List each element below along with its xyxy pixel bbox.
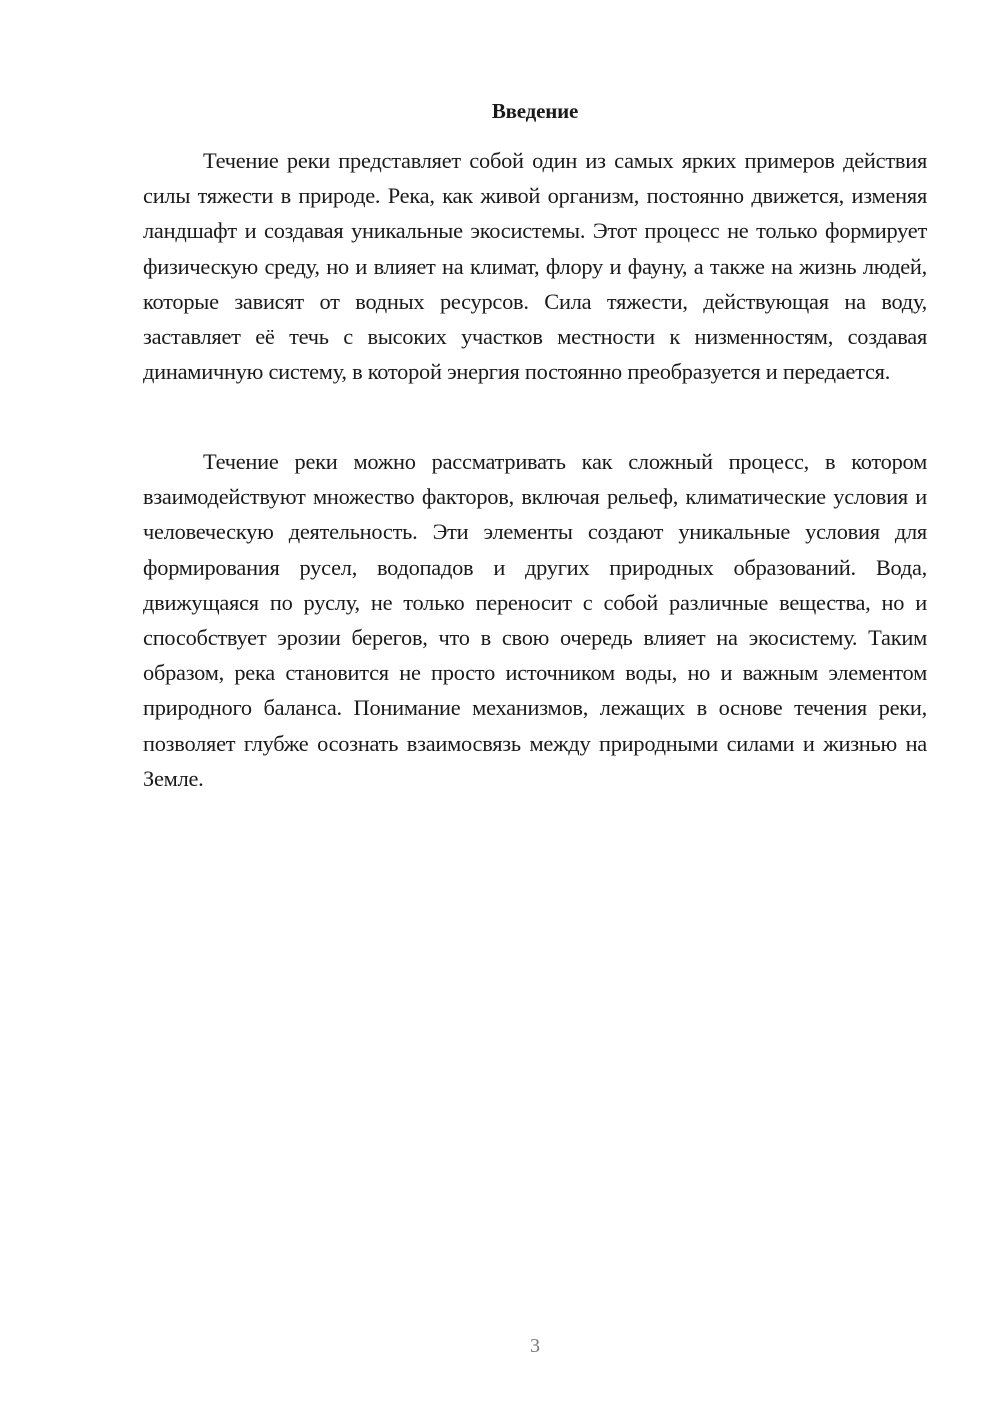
paragraph: Течение реки можно рассматривать как сложный процесс, в котором взаимодействуют множество факторов, включая рельеф, климатические условия и человеческую деятельность. Эти элементы создают уникальные условия для формирования русел, водопадов и других природных образований. Вода, движущаяся по руслу, не только переносит с собой различные вещества, но и способствует эрозии берегов, что в свою очередь влияет на экосистему. Таким образом, река становится не просто источником воды, но и важным элементом природного баланса. Понимание механизмов, лежащих в основе течения реки, позволяет глубже осознать взаимосвязь между природными силами и жизнью на Земле.	[143, 449, 927, 791]
section-heading: Введение	[491, 99, 579, 123]
paragraph-1-container	[143, 143, 927, 389]
page-number: 3	[530, 1335, 540, 1357]
paragraph: Течение реки представляет собой один из самых ярких примеров действия силы тяжести в природе. Река, как живой организм, постоянно движется, изменяя ландшафт и создавая уникальные экосистемы. Этот процесс не только формирует физическую среду, но и влияет на климат, флору и фауну, а также на жизнь людей, которые зависят от водных ресурсов. Сила тяжести, действующая на воду, заставляет её течь с высоких участков местности к низменностям, создавая динамичную систему, в которой энергия постоянно преобразуется и передается.	[143, 148, 927, 385]
paragraph-2-container	[143, 444, 927, 796]
